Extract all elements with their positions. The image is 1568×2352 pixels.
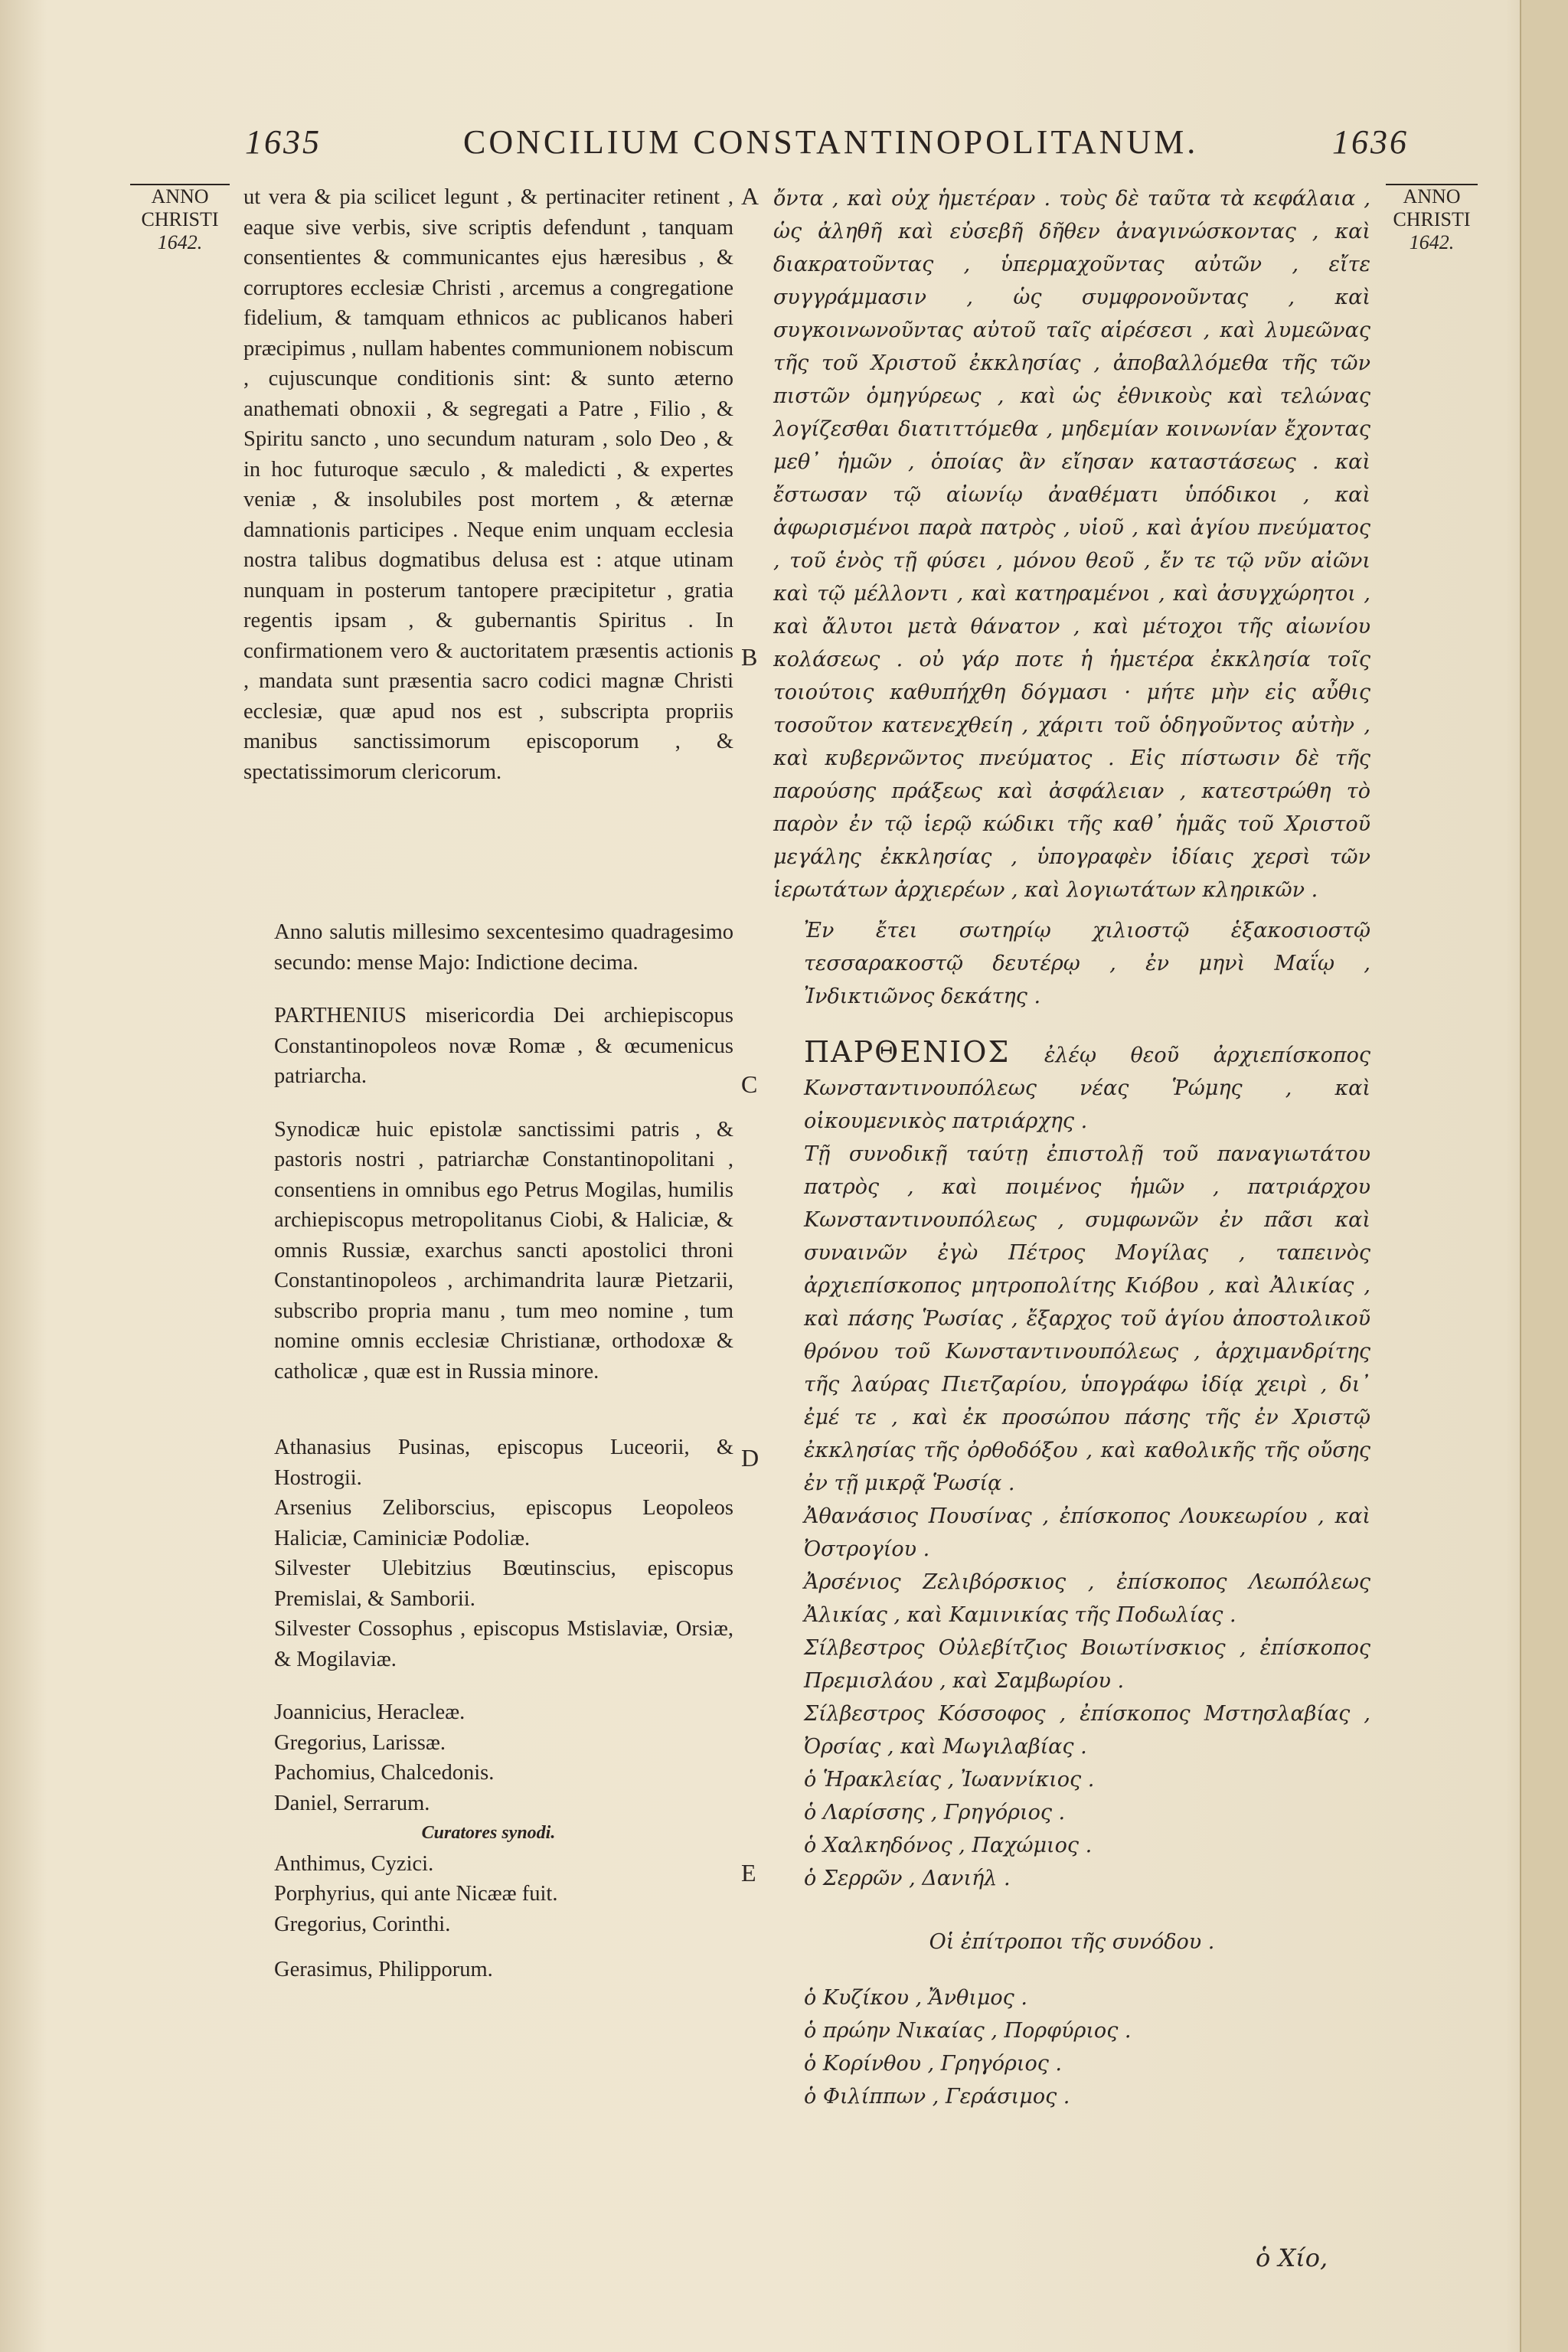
list-item: ὁ Λαρίσσης , Γρηγόριος . (804, 1801, 1066, 1824)
margin-anno: ANNO (1386, 184, 1478, 208)
list-item: Silvester Ulebitzius Bœutinscius, episcopus Premislai, & Samborii. (274, 1557, 733, 1611)
list-item: Daniel, Serrarum. (274, 1791, 430, 1815)
list-item: Ἀρσένιος Ζελιβόρσκιος , ἐπίσκοπος Λεωπόλεως Ἀλικίας , καὶ Καμινικίας τῆς Ποδωλίας . (804, 1570, 1370, 1627)
greek-curatores-list (773, 1981, 1370, 2113)
section-letter-c: C (741, 1070, 758, 1098)
list-item: ὁ Φιλίππων , Γεράσιμος . (804, 2085, 1070, 2109)
list-item: Σίλβεστρος Οὐλεβίτζιος Βοιωτίνσκιος , ἐπίσκοπος Πρεμισλάου , καὶ Σαμβωρίου . (804, 1636, 1370, 1693)
list-item: Silvester Cossophus , episcopus Mstislaviæ, Orsiæ, & Mogilaviæ. (274, 1617, 733, 1671)
margin-note-left (130, 184, 230, 254)
greek-parthenius (773, 1036, 1370, 1138)
latin-curatores-title: Curatores synodi. (421, 1823, 556, 1843)
latin-bishops-list (243, 1432, 733, 1674)
catchword: ὁ Χίο, (1256, 2243, 1328, 2272)
greek-petrus-mogilas: Τῇ συνοδικῇ ταύτῃ ἐπιστολῇ τοῦ παναγιωτάτου πατρὸς , καὶ ποιμένος ἡμῶν , πατριάρχου Κωνσταντινουπόλεως , συμφωνῶν ἐν πᾶσι καὶ συναινῶν ἐγὼ Πέτρος Μογίλας , ταπεινὸς ἀρχιεπίσκοπος μητροπολίτης Κιόβου , καὶ Ἀλικίας , καὶ πάσης Ῥωσίας , ἔξαρχος τοῦ ἁγίου ἀποστολικοῦ θρόνου τοῦ Κωνσταντινουπόλεως , ἀρχιμανδρίτης τῆς λαύρας Πιετζαρίου, ὑπογράφω ἰδίᾳ χειρὶ , δι᾽ ἐμέ τε , καὶ ἐκ προσώπου πάσης τῆς ἐν Χριστῷ ἐκκλησίας τῆς ὀρθοδόξου , καὶ καθολικῆς τῆς οὔσης ἐν τῇ μικρᾷ Ῥωσίᾳ . (804, 1142, 1370, 1495)
margin-year: 1642. (157, 231, 203, 253)
section-letter-e: E (741, 1859, 756, 1886)
list-item: Gregorius, Larissæ. (274, 1730, 446, 1755)
list-item: ὁ Σερρῶν , Δανιήλ . (804, 1867, 1011, 1890)
greek-date: Ἐν ἔτει σωτηρίῳ χιλιοστῷ ἑξακοσιοστῷ τεσσαρακοστῷ δευτέρῳ , ἐν μηνὶ Μαΐῳ , Ἰνδικτιῶνος δεκάτης . (804, 919, 1370, 1008)
section-letter-a: A (741, 182, 760, 210)
running-header (245, 122, 1409, 168)
greek-metropolitans-list (773, 1763, 1370, 1895)
page-number-right: 1636 (1332, 123, 1409, 161)
latin-date: Anno salutis millesimo sexcentesimo quadragesimo secundo: mense Majo: Indictione decima. (274, 920, 733, 975)
greek-anathema-paragraph: ὄντα , καὶ οὐχ ἡμετέραν . τοὺς δὲ ταῦτα τὰ κεφάλαια , ὡς ἀληθῆ καὶ εὐσεβῆ δῆθεν ἀναγινώσκοντας , καὶ διακρατοῦντας , ὑπερμαχοῦντας αὐτῶν , εἴτε συγγράμμασιν , ὡς συμφρονοῦντας , καὶ συγκοινωνοῦντας αὐτοῦ ταῖς αἱρέσεσι , καὶ λυμεῶνας τῆς τοῦ Χριστοῦ ἐκκλησίας , ἀποβαλλόμεθα τῆς τῶν πιστῶν ὁμηγύρεως , καὶ ὡς ἐθνικοὺς καὶ τελώνας λογίζεσθαι διατιττόμεθα , μηδεμίαν κοινωνίαν ἔχοντας μεθ᾽ ἡμῶν , ὁποίας ἂν εἴησαν καταστάσεως . καὶ ἔστωσαν τῷ αἰωνίῳ ἀναθέματι ὑπόδικοι , καὶ ἀφωρισμένοι παρὰ πατρὸς , υἱοῦ , καὶ ἁγίου πνεύματος , τοῦ ἑνὸς τῇ φύσει , μόνου θεοῦ , ἔν τε τῷ νῦν αἰῶνι καὶ τῷ μέλλοντι , καὶ κατηραμένοι , καὶ ἀσυγχώρητοι , καὶ ἄλυτοι μετὰ θάνατον , καὶ μέτοχοι τῆς αἰωνίου κολάσεως . οὐ γάρ ποτε ἡ ἡμετέρα ἐκκλησία τοῖς τοιούτοις καθυπήχθη δόγμασι · μήτε μὴν εἰς αὖθις τοσοῦτον κατενεχθείη , χάριτι τοῦ ὁδηγοῦντος αὐτὴν , καὶ κυβερνῶντος πνεύματος . Εἰς πίστωσιν δὲ τῆς παρούσης πράξεως καὶ ἀσφάλειαν , κατεστρώθη τὸ παρὸν ἐν τῷ ἱερῷ κώδικι τῆς καθ᾽ ἡμᾶς τοῦ Χριστοῦ μεγάλης ἐκκλησίας , ὑπογραφὲν ἰδίαις χερσὶ τῶν ἱερωτάτων ἀρχιερέων , καὶ λογιωτάτων κληρικῶν . (773, 187, 1370, 902)
list-item: Gregorius, Corinthi. (274, 1912, 451, 1936)
section-letter-d: D (741, 1444, 760, 1472)
section-letter-b: B (741, 643, 758, 671)
list-item: Anthimus, Cyzici. (274, 1851, 434, 1876)
latin-petrus-mogilas: Synodicæ huic epistolæ sanctissimi patris , & pastoris nostri , patriarchæ Constantinopolitani , consentiens in omnibus ego Petrus Mogilas, humilis archiepiscopus metropolitanus Ciobi, & Haliciæ, & omnis Russiæ, exarchus sancti apostolici throni Constantinopoleos , archimandrita lauræ Pietzarii, subscribo propria manu , tum meo nomine , tum nomine omnis ecclesiæ Christianæ, orthodoxæ & catholicæ , quæ est in Russia minore. (274, 1117, 733, 1383)
latin-curatores-list (243, 1849, 733, 1985)
list-item: Σίλβεστρος Κόσσοφος , ἐπίσκοπος Μστησλαβίας , Ὀρσίας , καὶ Μωγιλαβίας . (804, 1702, 1370, 1759)
greek-heading-rest: ἐλέῳ θεοῦ ἀρχιεπίσκοπος Κωνσταντινουπόλεως νέας Ῥώμης , καὶ οἰκουμενικὸς πατριάρχης . (804, 1044, 1370, 1133)
margin-anno: ANNO (130, 184, 230, 208)
page-number-left: 1635 (245, 123, 322, 161)
list-item: ὁ πρώην Νικαίας , Πορφύριος . (804, 2019, 1132, 2043)
list-item: Pachomius, Chalcedonis. (274, 1761, 495, 1785)
facing-page-edge (1520, 0, 1568, 2352)
list-item: Ἀθανάσιος Πουσίνας , ἐπίσκοπος Λουκεωρίου , καὶ Ὀστρογίου . (804, 1504, 1370, 1561)
list-item: Athanasius Pusinas, episcopus Luceorii, & Hostrogii. (274, 1436, 733, 1490)
list-item: Joannicius, Heracleæ. (274, 1700, 466, 1724)
list-item: ὁ Κορίνθου , Γρηγόριος . (804, 2052, 1062, 2076)
greek-column (773, 182, 1370, 2113)
list-item: Arsenius Zeliborscius, episcopus Leopoleos Haliciæ, Caminiciæ Podoliæ. (274, 1496, 733, 1550)
greek-bishops-list (773, 1500, 1370, 1763)
greek-curatores-title: Οἱ ἐπίτροποι τῆς συνόδου . (929, 1930, 1215, 1954)
latin-column (243, 182, 733, 1985)
margin-year: 1642. (1409, 231, 1455, 253)
latin-anathema-paragraph: ut vera & pia scilicet legunt , & pertinaciter retinent , eaque sive verbis, sive scriptis defendunt , tanquam consentientes & communicantes ejus hæresibus , & corruptores ecclesiæ Christi , arcemus a congregatione fidelium, & tamquam ethnicos ac publicanos haberi præcipimus , nullam habentes communionem nobiscum , cujuscunque conditionis sint: & sunto æterno anathemati obnoxii , & segregati a Patre , Filio , & Spiritu sancto , uno secundum naturam , solo Deo , & in hoc futuroque sæculo , & maledicti , & expertes veniæ , & insolubiles post mortem , & æternæ damnationis participes . Neque enim unquam ecclesia nostra talibus dogmatibus delusa est : atque utinam nunquam in posterum tantopere præcipitetur , gratia regentis ipsam , & gubernantis Spiritus . In confirmationem vero & auctoritatem præsentis actionis , mandata sunt præsentia sacro codici magnæ Christi ecclesiæ, quæ apud nos est , subscripta propriis manibus sanctissimorum episcoporum , & spectatissimorum clericorum. (243, 185, 733, 784)
margin-christi: CHRISTI (141, 208, 219, 230)
list-item: ὁ Ἡρακλείας , Ἰωαννίκιος . (804, 1768, 1095, 1792)
page-title: CONCILIUM CONSTANTINOPOLITANUM. (463, 123, 1199, 161)
list-item: Porphyrius, qui ante Nicææ fuit. (274, 1882, 558, 1906)
margin-note-right (1386, 184, 1478, 254)
list-item: ὁ Κυζίκου , Ἄνθιμος . (804, 1986, 1027, 2010)
list-item: ὁ Χαλκηδόνος , Παχώμιος . (804, 1834, 1093, 1857)
list-item: Gerasimus, Philipporum. (274, 1958, 493, 1981)
latin-metropolitans-list (243, 1697, 733, 1818)
margin-christi: CHRISTI (1393, 208, 1471, 230)
greek-heading: ΠΑΡΘΕΝΙΟΣ (804, 1035, 1011, 1069)
latin-parthenius: PARTHENIUS misericordia Dei archiepiscopus Constantinopoleos novæ Romæ , & œcumenicus patriarcha. (274, 1004, 733, 1088)
